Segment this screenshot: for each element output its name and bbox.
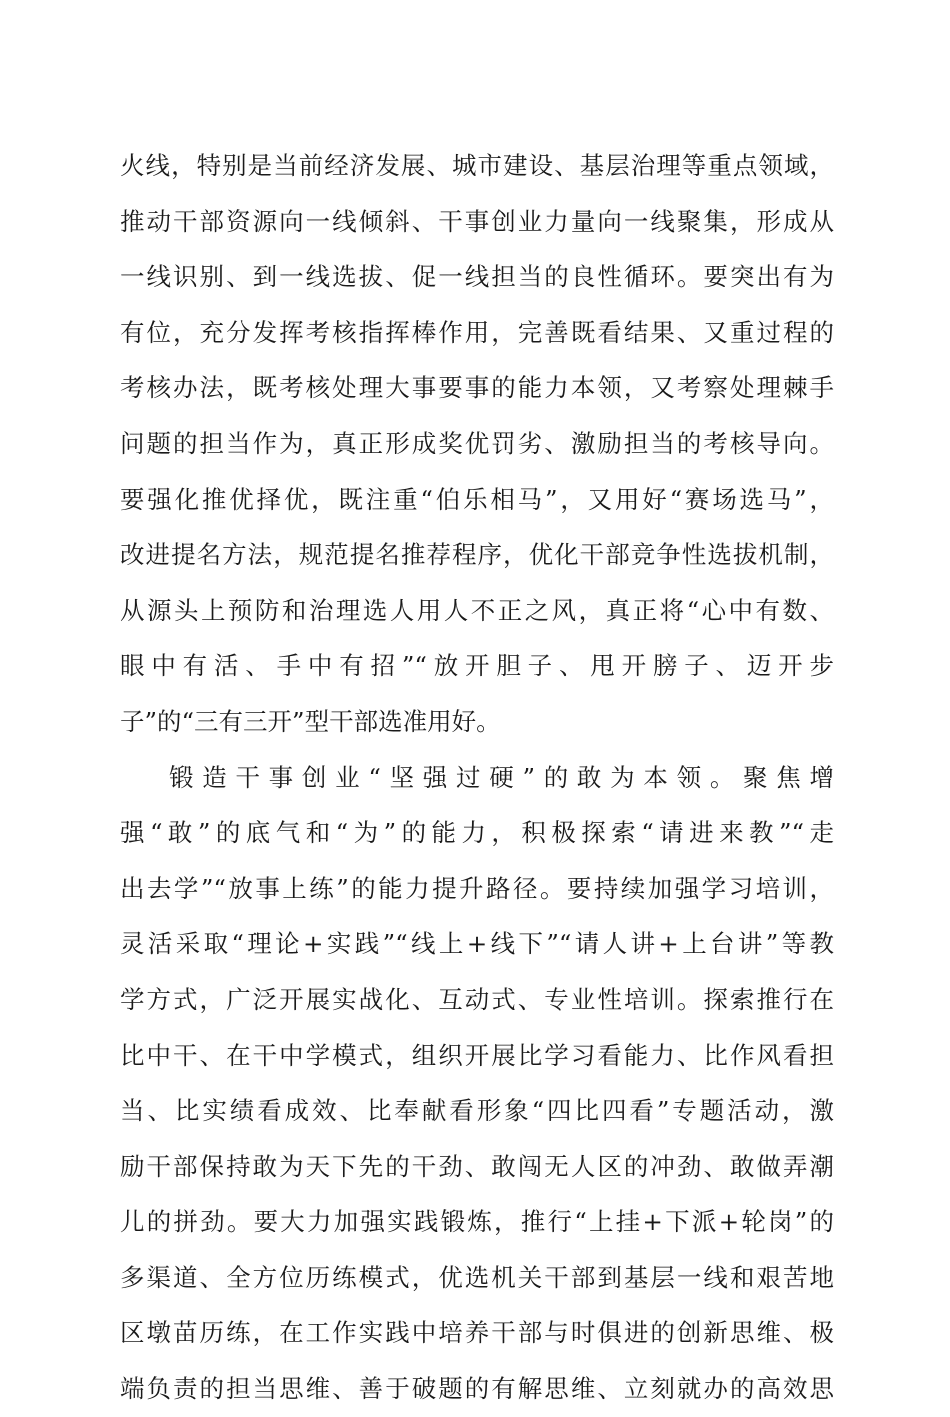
text-line: 火线，特别是当前经济发展、城市建设、基层治理等重点领域，	[120, 151, 834, 180]
text-line: 比中干、在干中学模式，组织开展比学习看能力、比作风看担	[120, 1040, 834, 1070]
text-line: 一线识别、到一线选拔、促一线担当的良性循环。要突出有为	[120, 262, 834, 292]
text-line: 有位，充分发挥考核指挥棒作用，完善既看结果、又重过程的	[120, 317, 834, 347]
text-line: 区墩苗历练，在工作实践中培养干部与时俱进的创新思维、极	[120, 1318, 834, 1348]
text-line: 从源头上预防和治理选人用人不正之风，真正将“心中有数、	[120, 595, 834, 625]
text-line: 子”的“三有三开”型干部选准用好。	[120, 706, 501, 736]
paragraph-2	[120, 750, 834, 1417]
text-line: 当、比实绩看成效、比奉献看形象“四比四看”专题活动，激	[120, 1096, 834, 1126]
text-line: 学方式，广泛开展实战化、互动式、专业性培训。探索推行在	[120, 984, 834, 1014]
text-line: 强“敢”的底气和“为”的能力，积极探索“请进来教”“走	[120, 818, 834, 848]
text-line: 灵活采取“理论+实践”“线上+线下”“请人讲+上台讲”等教	[120, 929, 834, 959]
text-line: 励干部保持敢为天下先的干劲、敢闯无人区的冲劲、敢做弄潮	[120, 1151, 834, 1181]
paragraph-1	[120, 138, 834, 750]
body-text	[120, 138, 834, 1417]
text-line: 锻造干事创业“坚强过硬”的敢为本领。聚焦增	[169, 762, 834, 792]
text-line: 推动干部资源向一线倾斜、干事创业力量向一线聚集，形成从	[120, 206, 834, 236]
text-line: 端负责的担当思维、善于破题的有解思维、立刻就办的高效思	[120, 1374, 834, 1404]
text-line: 儿的拼劲。要大力加强实践锻炼，推行“上挂+下派+轮岗”的	[120, 1207, 834, 1237]
text-line: 考核办法，既考核处理大事要事的能力本领，又考察处理棘手	[120, 373, 834, 403]
text-line: 问题的担当作为，真正形成奖优罚劣、激励担当的考核导向。	[120, 428, 834, 458]
text-line: 要强化推优择优，既注重“伯乐相马”，又用好“赛场选马”，	[120, 484, 834, 514]
text-line: 出去学”“放事上练”的能力提升路径。要持续加强学习培训，	[120, 873, 834, 903]
text-line: 眼中有活、手中有招”“放开胆子、甩开膀子、迈开步	[120, 651, 834, 681]
text-line: 多渠道、全方位历练模式，优选机关干部到基层一线和艰苦地	[120, 1262, 834, 1292]
text-line: 改进提名方法，规范提名推荐程序，优化干部竞争性选拔机制，	[120, 540, 834, 570]
